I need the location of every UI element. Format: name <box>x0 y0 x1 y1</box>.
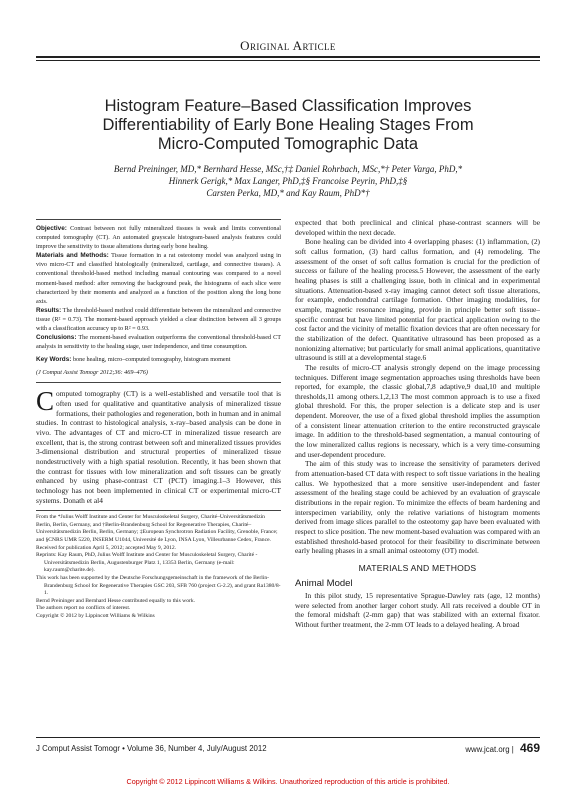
title-line: Histogram Feature–Based Classification Improves <box>104 97 472 115</box>
article-title <box>70 97 506 154</box>
section-header: Original Article <box>240 38 336 53</box>
intro-paragraph <box>36 386 281 505</box>
footer-right: www.jcat.org | 469 <box>465 741 540 755</box>
footnote-equal: Bernd Preininger and Bernhard Hesse contributed equally to this work. <box>36 597 196 604</box>
abstract-objective <box>36 224 281 251</box>
footnote-reprints: Reprints: Kay Raum, PhD, Julius Wolff Institute and Center for Musculoskeletal Surgery, Charité - Universitätsmedizin Berlin, Augustenburger Platz 1, 13353 Berlin, Germany (e-mail: kay.raum@charite.de). <box>36 552 258 574</box>
citation: (J Comput Assist Tomogr 2012;36: 469–476) <box>36 369 148 377</box>
footnotes <box>36 510 281 620</box>
authors-line: Hinnerk Gerigk,* Max Langer, PhD,‡§ Francoise Peyrin, PhD,‡§ <box>168 176 408 186</box>
footer-url[interactable]: www.jcat.org <box>465 745 510 754</box>
intro-text: omputed tomography (CT) is a well-established and versatile tool that is often used for qualitative and quantitative analysis of mineralized tissue formations, their pathologies and regeneration, both in human and in animal studies. In contrast to histological analysis, x-ray–based analysis can be done in vivo. The advantages of CT and micro-CT in mineralized tissue research are excellent, that is, the strong contrast between soft and mineralized tissues provides 3-dimensional distribution and structural properties of mineralized tissue nondestructively with a high spatial resolution. Recently, it has been shown that the contrast for tissues with low mineralization and soft tissues can be greatly enhanced by using phase-contrast CT (PCT) imaging.1–3 However, this technology has not been implemented in clinical CT or experimental micro-CT systems. Donath et al4 <box>36 389 281 505</box>
footnote-copyright: Copyright © 2012 by Lippincott Williams & Wilkins <box>36 612 155 619</box>
abstract-methods <box>36 251 281 306</box>
title-line: Differentiability of Early Bone Healing Stages From <box>102 116 474 134</box>
body-paragraph: Bone healing can be divided into 4 overlapping phases: (1) inflammation, (2) soft callus formation, (3) hard callus formation, and (4) remodeling. The assessment of the onset of soft callus formation is crucial for the prediction of success or failure of the healing process.5 However, the assessment of the early healing phases is still a challenging issue, both in clinical and in experimental situations. Attenuation-based x-ray imaging cannot detect soft tissue alterations, for example, endochondral cartilage formation. Other imaging modalities, for example, magnetic resonance imaging, provide in principle better soft tissue–specific contrast but have limited potential for practical application owing to the cost factor and the vicinity of metallic fixation devices that are often necessary for the stabilization of the defect. Quantitative ultrasound has been proposed as a nonionizing alternative; but particularly for small animal applications, quantitative ultrasound is still at a developmental stage.6 <box>295 237 540 363</box>
objective-label: Objective: <box>36 225 67 232</box>
footnote-funding: This work has been supported by the Deutsche Forschungsgemeinschaft in the framework of the Berlin-Brandenburg School for Regenerative Therapies GSC 203, SFB 760 (project G-2.2), and grant Ra1380/8-1. <box>36 574 281 597</box>
abstract-results <box>36 306 281 333</box>
authors-line: Carsten Perka, MD,* and Kay Raum, PhD*† <box>206 188 370 198</box>
footer-journal: J Comput Assist Tomogr • Volume 36, Number 4, July/August 2012 <box>36 744 267 753</box>
section-heading: MATERIALS AND METHODS <box>358 562 477 573</box>
methods-label: Materials and Methods: <box>36 252 109 260</box>
dropcap: C <box>36 386 55 417</box>
abstract-conclusions <box>36 333 281 351</box>
conclusions-label: Conclusions: <box>36 334 77 342</box>
title-line: Micro-Computed Tomographic Data <box>157 135 419 153</box>
results-text: The threshold-based method could differentiate between the mineralized and connective tissue (R² = 0.73). The moment-based approach yielded a clear distinction between all 3 groups with a classification accuracy up to R² = 0.93. <box>36 306 281 333</box>
body-paragraph: expected that both preclinical and clinical phase-contrast scanners will be developed within the next decade. <box>295 218 540 237</box>
authors-line: Bernd Preininger, MD,* Bernhard Hesse, MSc,†‡ Daniel Rohrbach, MSc,*† Peter Varga, PhD,* <box>113 164 463 174</box>
abstract-rule <box>36 382 281 383</box>
left-column <box>36 219 281 621</box>
conclusions-text: The moment-based evaluation outperforms the conventional threshold-based CT analysis in sensitivity to the healing stage, user independence, and time consumption. <box>36 334 281 351</box>
author-list <box>50 163 526 199</box>
results-label: Results: <box>36 306 62 314</box>
copyright-notice: Copyright © 2012 Lippincott Williams & Wilkins. Unauthorized reproduction of this article is prohibited. <box>126 777 450 786</box>
body-paragraph: The results of micro-CT analysis strongly depend on the image processing techniques. Different image segmentation approaches using thresholds have been reported, for example, the classic global,7,8 adaptive,9 dual,10 and multiple thresholds,11 among others.1,2,13 The most common approach is to use a fixed global threshold. For this, the proper selection is a delicate step and is user dependent. Moreover, the use of a fixed global threshold implies the assumption of a consistent linear attenuation criterion to the entire reconstructed grayscale image. In addition to the threshold-based segmentation, a manual contouring of the low mineralized callus regions is necessary, which is a very time-consuming and user-dependent procedure. <box>295 362 540 459</box>
header-rule-thin <box>36 60 540 61</box>
right-column <box>295 218 540 630</box>
objective-text: Contrast between not fully mineralized tissues is weak and limits conventional computed tomography (CT). An automated grayscale histogram-based analysis features could improve the sensitivity to tissue alterations during early bone healing. <box>36 225 281 251</box>
keywords-label: Key Words: <box>36 356 72 364</box>
keywords <box>36 355 281 364</box>
body-paragraph: In this pilot study, 15 representative Sprague-Dawley rats (age, 12 months) were selected from another larger cohort study. All rats received a double OT in the femoral midshaft (2-mm gap) that was stabilized with an external fixator. Without further treatment, the 2-mm OT leads to a delayed healing. A broad <box>295 590 540 629</box>
footnote-conflicts: The authors report no conflicts of interest. <box>36 605 131 612</box>
body-paragraph: The aim of this study was to increase the sensitivity of parameters derived from attenuation-based CT data with respect to soft tissue variations in the healing callus. We hypothesized that a more sensitive user-independent and faster assessment of the healing stage could be achieved by an evaluation of grayscale distributions in the repair region. To minimize the effects of beam hardening and interspecimen variability, only the relative variations of histogram moments derived from image slices parallel to the osteotomy gap have been evaluated with respect to slice position. The new moment-based evaluation was compared with an established threshold-based protocol for their feasibility to discriminate between early healing phases in a small animal osteotomy (OT) model. <box>295 459 540 556</box>
footnote-received: Received for publication April 5, 2012; accepted May 9, 2012. <box>36 544 177 551</box>
methods-text: Tissue formation in a rat osteotomy model was analyzed using in vivo micro-CT and classified histologically (mineralized, cartilage, and connective tissues). A conventional threshold-based method including manual contouring was compared to a novel moment-based method: after removing the background peak, the histograms of each slice were characterized by their moments and analyzed as a function of the position along the long bone axis. <box>36 252 281 305</box>
footnote-affiliations: From the *Julius Wolff Institute and Center for Musculoskeletal Surgery, Charité–Universitätsmedizin Berlin, Berlin, Germany, and †Berlin-Brandenburg School for Regenerative Therapies, Charité–Universitätsmedizin Berlin, Berlin, Germany; ‡European Synchrotron Radiation Facility, Grenoble, France; and §CNRS UMR 5220, INSERM U1044, Université de Lyon, INSA Lyon, Villeurbanne Cedex, France. <box>36 514 278 543</box>
header-rule <box>36 56 540 58</box>
subsection-heading: Animal Model <box>295 577 353 589</box>
page-number: 469 <box>519 741 540 755</box>
footer-rule <box>36 737 540 738</box>
keywords-text: bone healing, micro–computed tomography, histogram moment <box>72 356 231 364</box>
